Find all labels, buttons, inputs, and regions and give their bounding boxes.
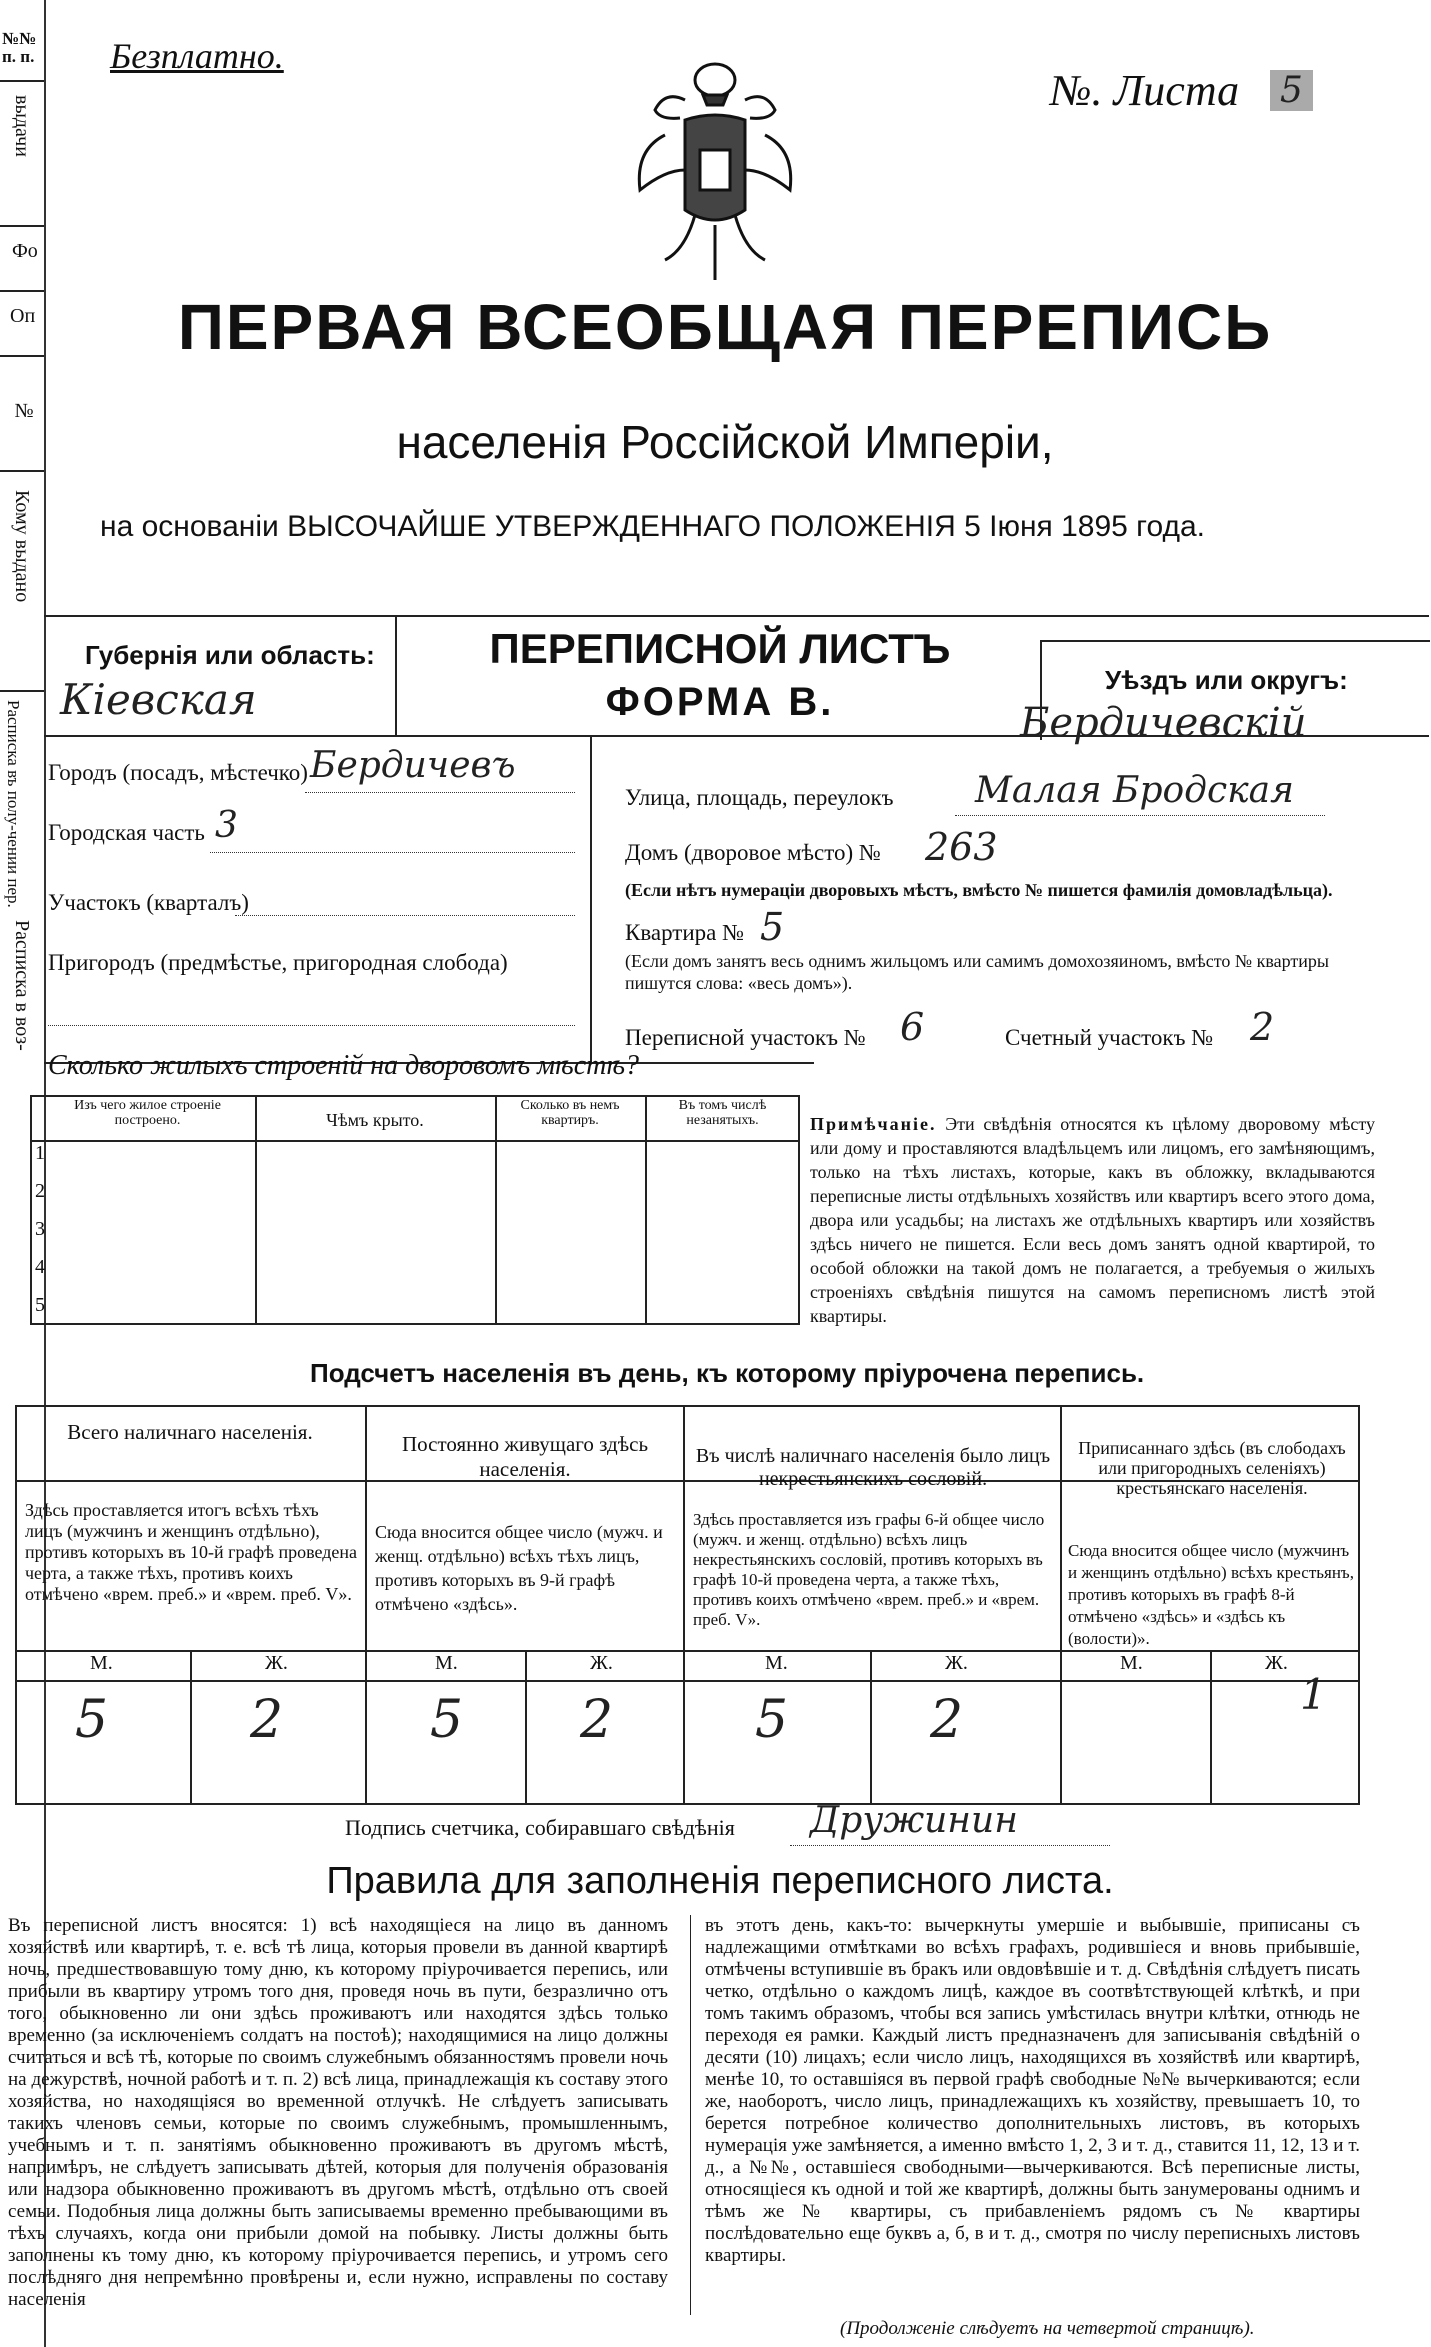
count-col-1-m-value: 5 — [430, 1690, 464, 1750]
stub-label-0: выдачи — [11, 95, 33, 157]
buildings-note — [810, 1112, 1375, 1328]
count-title: Подсчетъ населенія въ день, къ которому пріурочена перепись. — [310, 1358, 1145, 1388]
count-col-2-head: Въ числѣ наличнаго населенія было лицъ некрестьянскихъ сословій. — [695, 1445, 1051, 1490]
count-col-2-f-value: 2 — [930, 1690, 964, 1750]
rules-left-text: Въ переписной листъ вносятся: 1) всѣ находящіеся на лицо въ данномъ хозяйствѣ или квартирѣ, т. е. всѣ тѣ лица, которыя провели въ данной квартирѣ ночь, предшествовавшую тому дню, къ которому пріурочивается перепись, или прибыли въ квартиру утромъ того дня, проведя ночь въ пути, безразлично отъ того, обыкновенно ли они здѣсь проживаютъ или находятся здѣсь только временно (за исключеніемъ солдатъ на постоѣ); находящимися на лицо должны считаться и всѣ тѣ, которые по своимъ служебнымъ обязанностямъ провели ночь на дежурствѣ, ночной работѣ и т. п. 2) всѣ лица, принадлежащія къ составу этого хозяйства, но находящіяся во временной отлучкѣ. Не слѣдуетъ записывать такихъ членовъ семьи, которые по своимъ служебнымъ, промышленнымъ, учебнымъ и т. п. занятіямъ обыкновенно проживаютъ въ другомъ мѣстѣ, напримѣръ, не слѣдуетъ записывать дѣтей, которыя для полученія образованія или надзора обыкновенно проживаютъ въ другомъ мѣстѣ, отдѣльно отъ своей семьи. Подобныя лица должны быть записываемы временно пребывающими въ тѣхъ случаяхъ, когда они прибыли домой на побывку. Листы должны быть заполнены къ тому дню, къ которому пріурочивается перепись, и утромъ сего послѣдняго дня непремѣнно провѣрены и, если нужно, исправлены по составу населенія — [8, 1915, 668, 2310]
stub-label-3: № — [13, 400, 35, 422]
stub-label-4: Кому выдано — [11, 490, 33, 603]
page-title: ПЕРВАЯ ВСЕОБЩАЯ ПЕРЕПИСЬ — [177, 291, 1273, 363]
count-col-2-desc: Здѣсь проставляется изъ графы 6-й общее число (мужч. и женщ. отдѣльно) всѣхъ лицъ некрестьянскихъ сословій, противъ которыхъ въ графѣ 10-й проведена черта, а также тѣхъ, противъ коихъ отмѣчено «врем. преб.» и «врем. преб. V». — [693, 1510, 1045, 1629]
note-text: Эти свѣдѣнія относятся къ цѣлому дворовому мѣсту или дому и проставляются владѣльцемъ или лицомъ, его замѣняющимъ, только на тѣхъ листахъ, которые, какъ въ обложку, вкладываются переписные листы отдѣльныхъ хозяйствъ или квартиръ всего этого дома, двора или усадьбы; на листахъ же отдѣльныхъ квартиръ или хозяйствъ здѣсь ничего не пишется. Если весь домъ занятъ одной квартирой, то особой обложки на такой домъ не полагается, а требуемыя о жилыхъ строеніяхъ свѣдѣнія пишутся на самомъ переписномъ листѣ этой квартиры. — [810, 1114, 1375, 1326]
count-col-0-desc: Здѣсь проставляется итогъ всѣхъ тѣхъ лицъ (мужчинъ и женщинъ отдѣльно), противъ которыхъ въ 10-й графѣ проведена черта, а также тѣхъ, противъ коихъ отмѣчено «врем. преб.» и «врем. преб. V». — [25, 1500, 358, 1604]
city-label: Городъ (посадъ, мѣстечко) — [48, 760, 308, 785]
buildings-col-2: Сколько въ немъ квартиръ. — [520, 1098, 620, 1128]
sheet-value: 5 — [1270, 70, 1313, 111]
house-value: 263 — [925, 825, 998, 869]
city-value: Бердичевъ — [310, 745, 516, 786]
stub-label-5: Расписка въ полу-чении пер. — [4, 700, 23, 908]
count-col-2-f-label: Ж. — [945, 1652, 968, 1674]
buildings-row-1: 1 — [35, 1142, 45, 1164]
count-uchastok-value: 2 — [1250, 1005, 1275, 1049]
count-col-3-m-label: М. — [1120, 1652, 1143, 1674]
count-col-0-m-value: 5 — [75, 1690, 109, 1750]
form-name: ФОРМА В. — [605, 680, 835, 724]
buildings-row-5: 5 — [35, 1294, 45, 1316]
count-col-0-f-label: Ж. — [265, 1652, 288, 1674]
signature-label: Подпись счетчика, собиравшаго свѣдѣнія — [345, 1815, 735, 1840]
page-subtitle: населенія Россійской Имперіи, — [396, 416, 1054, 468]
count-col-1-m-label: М. — [435, 1652, 458, 1674]
buildings-question: Сколько жилыхъ строеній на дворовомъ мѣстѣ? — [48, 1050, 640, 1081]
apt-note: (Если домъ занятъ весь однимъ жильцомъ или самимъ домохозяиномъ, вмѣсто № квартиры пишутся слова: «весь домъ»). — [625, 951, 1329, 993]
count-uchastok-label: Счетный участокъ № — [1005, 1025, 1214, 1050]
count-col-1-head: Постоянно живущаго здѣсь населенія. — [401, 1432, 649, 1481]
census-value: 6 — [900, 1005, 925, 1049]
count-col-0-m-label: М. — [90, 1652, 113, 1674]
apt-label: Квартира № — [625, 920, 745, 945]
count-col-1-f-label: Ж. — [590, 1652, 613, 1674]
census-label: Переписной участокъ № — [625, 1025, 866, 1050]
rules-title: Правила для заполненія переписного листа. — [326, 1860, 1114, 1902]
part-value: 3 — [215, 805, 238, 846]
free-label: Безплатно. — [110, 36, 284, 76]
part-label: Городская часть — [48, 820, 205, 845]
sheet-label: №. Листа — [1050, 66, 1240, 115]
stub-label-1: Фо — [12, 240, 38, 262]
buildings-col-0: Изъ чего жилое строеніе построено. — [74, 1098, 221, 1128]
rules-right-text: въ этотъ день, какъ-то: вычеркнуты умершіе и выбывшіе, приписаны съ надлежащими отмѣтками во всѣхъ графахъ, родившіеся и вновь прибывшіе, отмѣчены вступившіе въ бракъ или овдовѣвшіе и т. д. Свѣдѣнія слѣдуетъ писать четко, отдѣльно о каждомъ лицѣ, каждое въ соотвѣтствующей клѣткѣ, и при томъ такимъ образомъ, чтобы вся запись умѣстилась внутри клѣтки, отнюдь не переходя ея рамки. Каждый листъ предназначенъ для записыванія свѣдѣній о десяти (10) лицахъ; если число лицъ, находящихся въ хозяйствѣ или квартирѣ, менѣе 10, то оставшіяся въ первой графѣ свободные №№ вычеркиваются; если же, наоборотъ, число лицъ, принадлежащихъ къ хозяйству, превышаетъ 10, то берется потребное количество дополнительныхъ листовъ, въ которыхъ нумерація уже замѣняется, а именно вмѣсто 1, 2, 3 и т. д., ставится 11, 12, 13 и т. д., а №№, оставшіеся свободными—вычеркиваются. Всѣ переписные листы, относящіеся къ одной и той же квартирѣ, должны быть занумерованы однимъ и тѣмъ же № квартиры, съ прибавленіемъ рядомъ съ № квартиры послѣдовательно еще буквъ а, б, в и т. д., смотря по числу переписныхъ листовъ квартиры. — [705, 1915, 1360, 2266]
count-col-0-head: Всего наличнаго населенія. — [67, 1420, 313, 1444]
buildings-col-1: Чѣмъ крыто. — [326, 1110, 424, 1130]
buildings-row-2: 2 — [35, 1180, 45, 1202]
uezd-label: Уѣздъ или округъ: — [1105, 665, 1348, 695]
stub-numbers: №№ п. п. — [2, 29, 37, 66]
double-headed-eagle-emblem — [625, 40, 805, 290]
gubernia-label: Губернія или область: — [85, 640, 375, 670]
house-note: (Если нѣтъ нумераціи дворовыхъ мѣстъ, вмѣсто № пишется фамилія домовладѣльца). — [625, 880, 1333, 900]
note-title: Примѣчаніе. — [810, 1114, 937, 1134]
buildings-row-3: 3 — [35, 1218, 45, 1240]
street-value: Малая Бродская — [975, 770, 1294, 811]
basis-line: на основаніи ВЫСОЧАЙШЕ УТВЕРЖДЕННАГО ПОЛОЖЕНІЯ 5 Іюня 1895 года. — [100, 510, 1206, 543]
count-col-2-m-value: 5 — [755, 1690, 789, 1750]
count-col-2-m-label: М. — [765, 1652, 788, 1674]
count-col-3-head: Приписаннаго здѣсь (въ слободахъ или пригородныхъ селеніяхъ) крестьянскаго населенія. — [1078, 1438, 1346, 1498]
uchastok-label: Участокъ (кварталъ) — [48, 890, 249, 915]
stub-label-2: Оп — [10, 305, 36, 327]
count-col-3-f-label: Ж. — [1265, 1652, 1288, 1674]
uezd-value: Бердичевскій — [1020, 700, 1307, 746]
house-label: Домъ (дворовое мѣсто) № — [625, 840, 881, 865]
signature-value: Дружинин — [810, 1800, 1018, 1841]
street-label: Улица, площадь, переулокъ — [625, 785, 894, 810]
count-col-1-f-value: 2 — [580, 1690, 614, 1750]
buildings-col-3: Въ томъ числѣ незанятыхъ. — [678, 1098, 767, 1128]
rules-footer: (Продолженіе слѣдуетъ на четвертой страницѣ). — [840, 2318, 1255, 2339]
apt-value: 5 — [760, 905, 785, 949]
count-col-3-f-value: 1 — [1300, 1670, 1327, 1719]
prigorod-label: Пригородъ (предмѣстье, пригородная слобода) — [48, 950, 508, 975]
gubernia-value: Кіевская — [60, 675, 257, 724]
count-col-3-desc: Сюда вносится общее число (мужчинъ и женщинъ отдѣльно) всѣхъ крестьянъ, противъ которыхъ въ графѣ 8-й отмѣчено «здѣсь» и «здѣсь къ (волости)». — [1068, 1541, 1354, 1648]
count-col-0-f-value: 2 — [250, 1690, 284, 1750]
buildings-row-4: 4 — [35, 1256, 45, 1278]
count-col-1-desc: Сюда вносится общее число (мужч. и женщ. отдѣльно) всѣхъ тѣхъ лицъ, противъ которыхъ въ 9-й графѣ отмѣчено «здѣсь». — [375, 1522, 663, 1614]
stub-label-6: Расписка в воз- — [11, 920, 33, 1051]
form-title: ПЕРЕПИСНОЙ ЛИСТЪ — [489, 625, 951, 672]
